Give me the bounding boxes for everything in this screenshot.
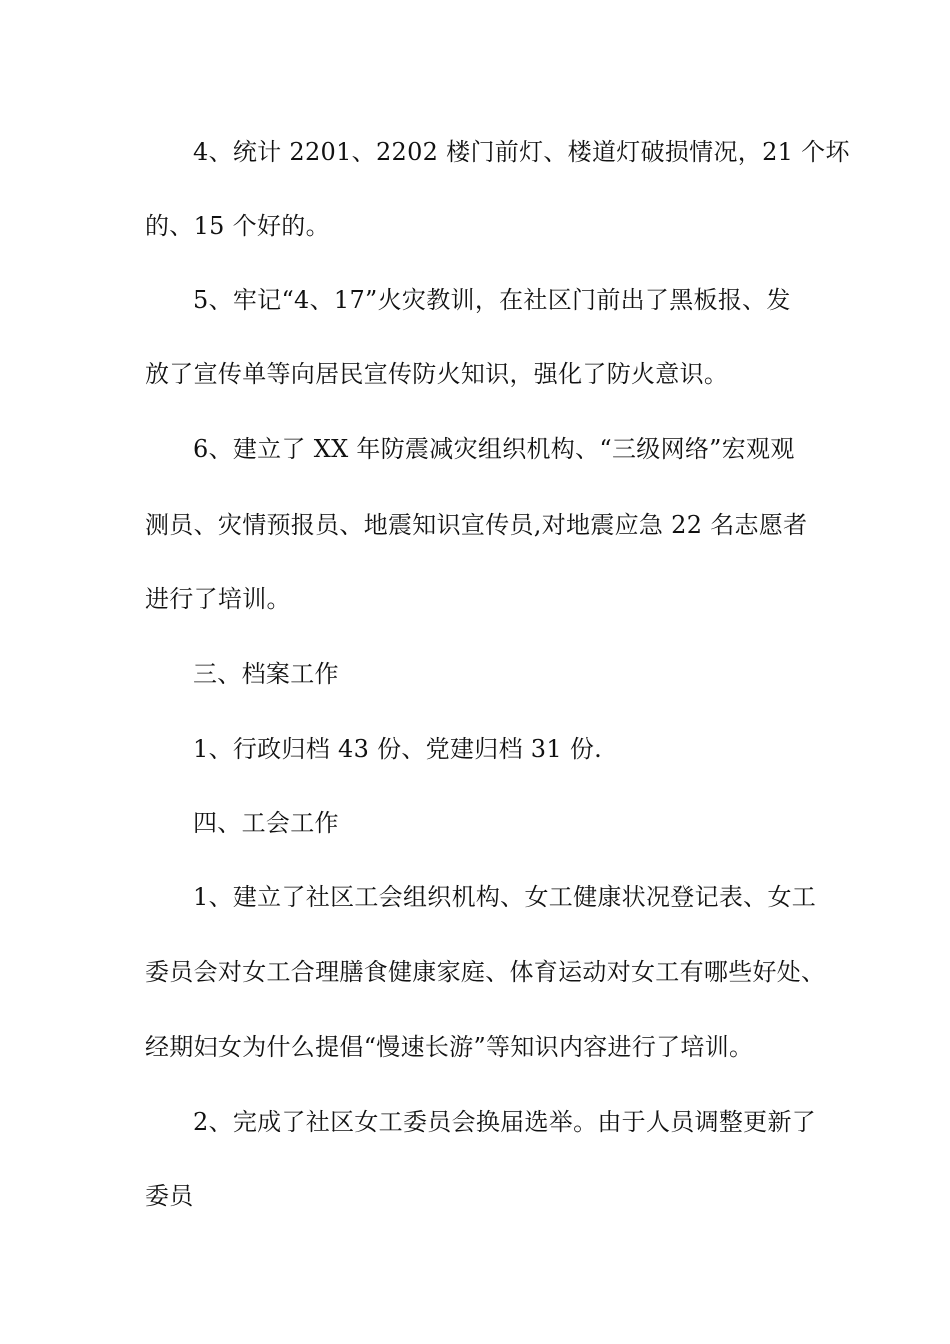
text-line: 1、行政归档 43 份、党建归档 31 份. [193,735,603,763]
text-line: 2、完成了社区女工委员会换届选举。由于人员调整更新了 [193,1108,817,1136]
text-line: 4、统计 2201、2202 楼门前灯、楼道灯破损情况，21 个坏 [193,138,850,166]
text-line: 6、建立了 XX 年防震减灾组织机构、“三级网络”宏观观 [193,435,795,463]
text-line: 1、建立了社区工会组织机构、女工健康状况登记表、女工 [193,883,817,911]
text-line: 委员 [145,1182,194,1210]
section-heading-union: 四、工会工作 [193,809,339,837]
text-line: 测员、灾情预报员、地震知识宣传员,对地震应急 22 名志愿者 [145,511,808,539]
text-line: 进行了培训。 [145,585,291,613]
text-line: 5、牢记“4、17”火灾教训，在社区门前出了黑板报、发 [193,286,791,314]
text-line: 的、15 个好的。 [145,212,330,240]
section-heading-archives: 三、档案工作 [193,660,339,688]
text-line: 委员会对女工合理膳食健康家庭、体育运动对女工有哪些好处、 [145,958,826,986]
text-line: 放了宣传单等向居民宣传防火知识，强化了防火意识。 [145,360,729,388]
text-line: 经期妇女为什么提倡“慢速长游”等知识内容进行了培训。 [145,1033,754,1061]
